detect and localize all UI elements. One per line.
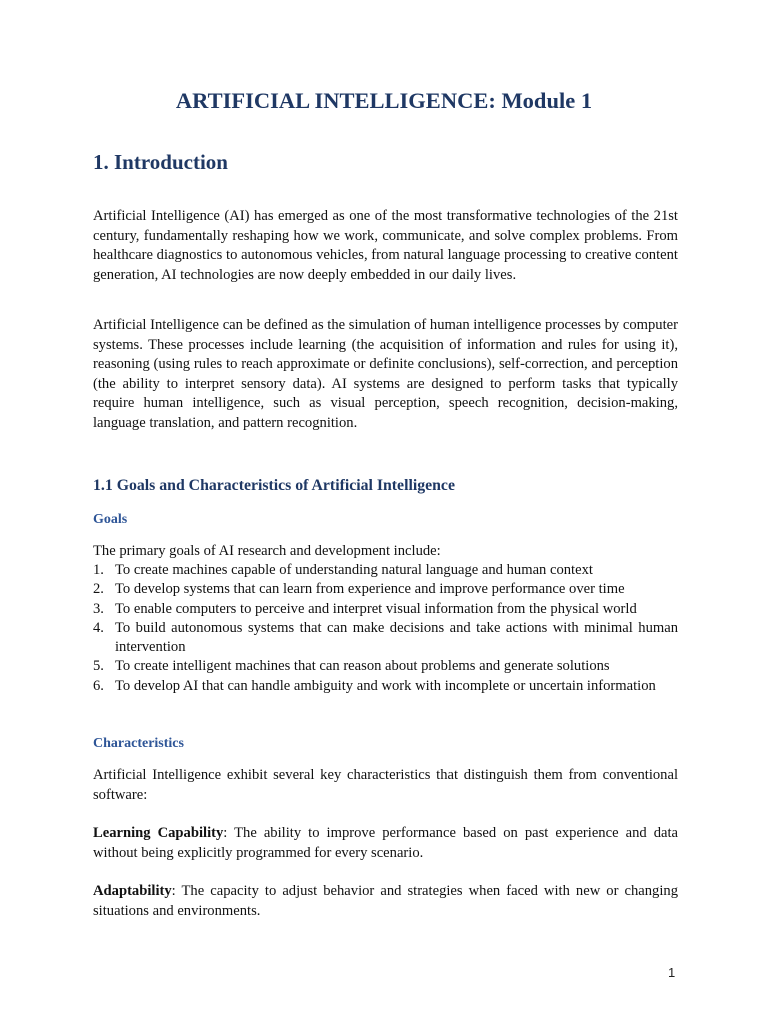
characteristic-learning-capability <box>93 824 678 863</box>
characteristics-intro: Artificial Intelligence exhibit several key characteristics that distinguish them from conventional software: <box>93 767 678 803</box>
goals-heading: Goals <box>93 512 128 527</box>
list-item-text: To create intelligent machines that can reason about problems and generate solutions <box>115 658 610 675</box>
characteristic-adaptability <box>93 882 678 921</box>
characteristic-description: : The capacity to adjust behavior and strategies when faced with new or changing situations and environments. <box>93 883 678 919</box>
definition-paragraph: Artificial Intelligence can be defined as the simulation of human intelligence processes by computer systems. These processes include learning (the acquisition of information and rules for using it), reasoning (using rules to reach approximate or definite conclusions), self-correction, and perception (the ability to interpret sensory data). AI systems are designed to perform tasks that typically require human intelligence, such as visual perception, speech recognition, decision-making, language translation, and pattern recognition. <box>93 317 678 431</box>
list-item-text: To build autonomous systems that can make decisions and take actions with minimal human intervention <box>115 619 678 656</box>
list-item <box>93 580 678 599</box>
list-item-text: To develop systems that can learn from experience and improve performance over time <box>115 581 625 598</box>
list-item <box>93 677 678 696</box>
document-title: ARTIFICIAL INTELLIGENCE: Module 1 <box>175 88 593 113</box>
goals-intro: The primary goals of AI research and development include: <box>93 543 441 559</box>
list-item <box>93 600 678 619</box>
characteristic-term: Adaptability <box>93 883 172 899</box>
list-item-text: To create machines capable of understanding natural language and human context <box>115 562 593 578</box>
list-item <box>93 619 678 658</box>
list-item-number: 3. <box>93 600 104 617</box>
characteristics-heading: Characteristics <box>93 736 184 751</box>
list-item-number: 4. <box>93 619 104 636</box>
section-heading-introduction: 1. Introduction <box>93 150 228 174</box>
characteristic-term: Learning Capability <box>93 825 224 841</box>
intro-paragraph: Artificial Intelligence (AI) has emerged as one of the most transformative technologies of the 21st century, fundamentally reshaping how we work, communicate, and solve complex problems. From healthcare diagnostics to autonomous vehicles, from natural language processing to creative content generation, AI technologies are now deeply embedded in our daily lives. <box>93 208 678 283</box>
list-item-text: To enable computers to perceive and interpret visual information from the physical world <box>115 600 637 617</box>
goals-list <box>93 561 678 696</box>
list-item-number: 1. <box>93 562 104 578</box>
subsection-heading-goals-characteristics: 1.1 Goals and Characteristics of Artificial Intelligence <box>93 477 455 494</box>
list-item-number: 5. <box>93 658 104 675</box>
characteristic-description: : The ability to improve performance based on past experience and data without being explicitly programmed for every scenario. <box>93 825 678 861</box>
page-number: 1 <box>668 965 676 980</box>
list-item-number: 6. <box>93 677 104 694</box>
list-item <box>93 657 678 676</box>
list-item <box>93 561 678 580</box>
list-item-text: To develop AI that can handle ambiguity and work with incomplete or uncertain information <box>115 677 656 694</box>
list-item-number: 2. <box>93 581 104 598</box>
